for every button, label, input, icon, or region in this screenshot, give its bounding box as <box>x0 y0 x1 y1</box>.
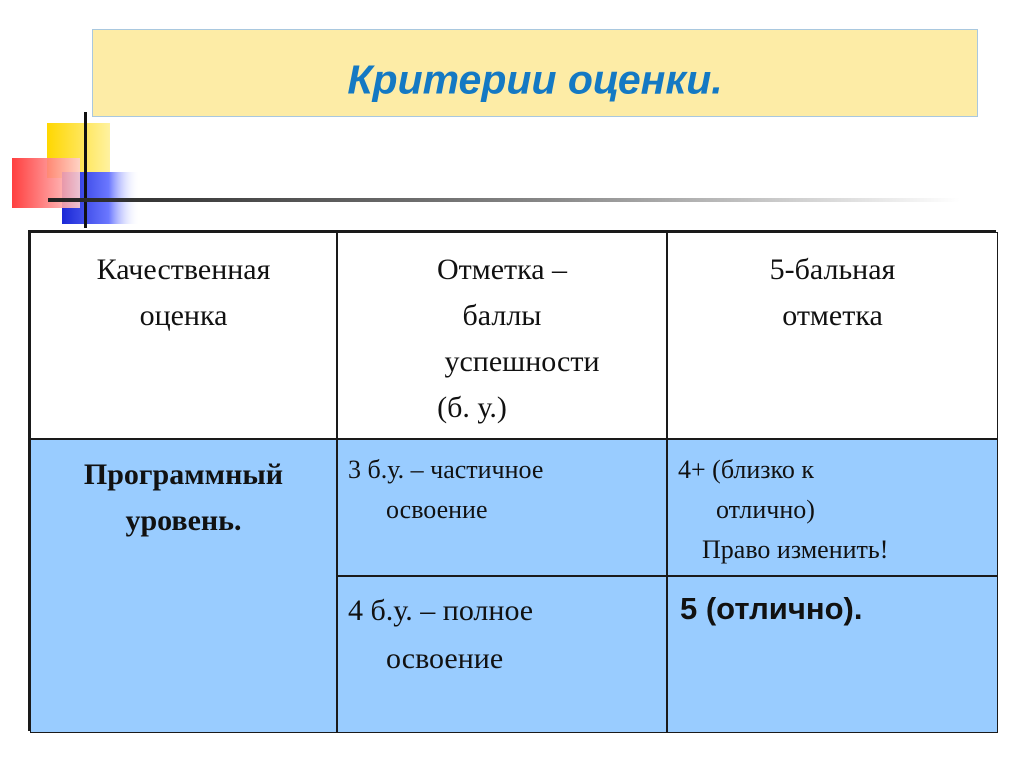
level-line: Программный <box>83 458 284 491</box>
cell-excellent <box>667 576 998 733</box>
header-line: баллы <box>462 299 542 332</box>
cell-line: освоение <box>386 495 488 524</box>
header-line: успешности <box>444 345 600 378</box>
cell-line: 4+ (близко к <box>678 455 815 484</box>
header-score <box>337 232 667 439</box>
header-qualitative <box>30 232 337 439</box>
header-five-point <box>667 232 998 439</box>
cell-line: Право изменить! <box>702 535 889 564</box>
cell-line: 4 б.у. – полное <box>348 594 534 627</box>
cell-line: 3 б.у. – частичное <box>348 455 544 484</box>
cell-line: освоение <box>386 642 504 675</box>
cell-near-excellent <box>667 439 998 576</box>
header-line: отметка <box>782 299 883 332</box>
vertical-line <box>84 112 87 228</box>
header-line: Отметка – <box>436 253 568 286</box>
header-line: Качественная <box>96 253 271 286</box>
header-line: (б. у.) <box>437 391 507 424</box>
horizontal-line <box>48 198 960 202</box>
title-banner <box>92 29 978 117</box>
cell-line: 5 (отлично). <box>680 591 863 626</box>
header-line: 5-бальная <box>769 253 896 286</box>
criteria-table <box>28 230 996 731</box>
slide-title: Критерии оценки. <box>347 56 723 103</box>
cell-line: отлично) <box>716 495 815 524</box>
cell-partial <box>337 439 667 576</box>
level-line: уровень. <box>125 504 242 537</box>
header-line: оценка <box>139 299 228 332</box>
level-label <box>30 439 337 733</box>
cell-full <box>337 576 667 733</box>
